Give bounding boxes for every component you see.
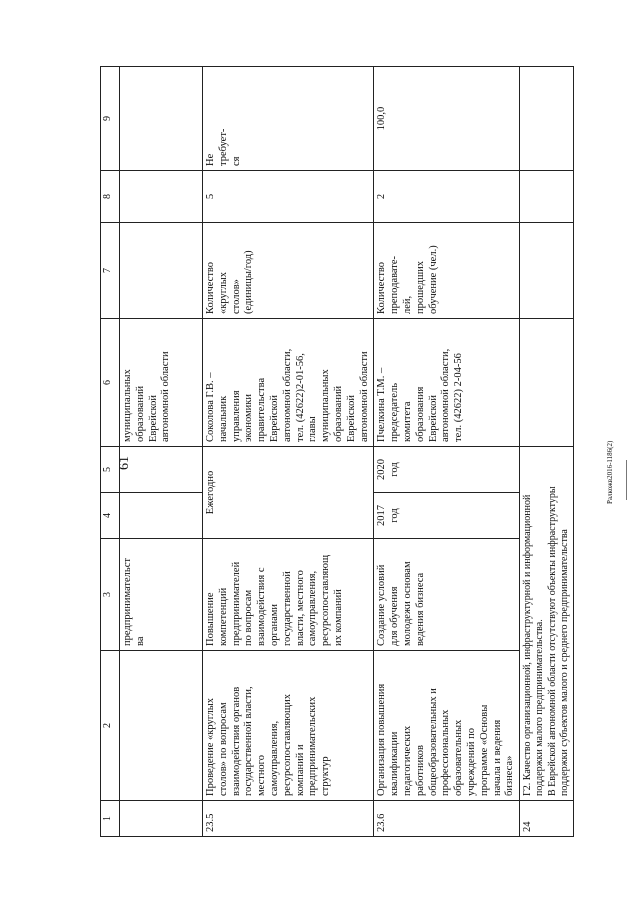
cell-empty — [120, 171, 203, 223]
cell-empty — [520, 223, 574, 319]
cell-empty — [520, 319, 574, 447]
cell-number: 24 — [520, 801, 574, 837]
table-row-23-6 — [374, 67, 520, 837]
cell-value: 2 — [374, 171, 520, 223]
header-cell-9: 9 — [101, 67, 120, 171]
cell-goal: Создание условий для обучения молодежи основам ведения бизнеса — [374, 539, 520, 651]
cell-empty — [120, 223, 203, 319]
cell-indicator: Количество преподавате- лей, прошедших обучение (чел.) — [374, 223, 520, 319]
table-row-24 — [520, 67, 574, 837]
header-row — [101, 67, 120, 837]
document-code: Ралкожв2016-1186(2) — [606, 440, 614, 504]
header-cell-7: 7 — [101, 223, 120, 319]
cell-empty — [520, 67, 574, 171]
cell-activity-name: Проведение «круглых столов» по вопросам взаимодействия органов государственной власти, местного самоуправления, ресурсопоставляющих компаний и предпринимательских структур — [203, 651, 374, 801]
cell-period: Ежегодно — [203, 447, 374, 539]
page-number: 61 — [117, 456, 132, 470]
cell-value: 5 — [203, 171, 374, 223]
header-cell-4: 4 — [101, 493, 120, 539]
cell-end-year: 2020 год — [374, 447, 520, 493]
cell-number: 23.6 — [374, 801, 520, 837]
cell-empty — [120, 67, 203, 171]
cell-responsible-continued: муниципальных образований Еврейской автономной области — [120, 319, 203, 447]
cell-goal: Повышение компетенций предпринимателей по вопросам взаимодействия с органами государственной власти, местного самоуправления, ресурсопоставляющ их компаний — [203, 539, 374, 651]
header-cell-3: 3 — [101, 539, 120, 651]
header-cell-2: 2 — [101, 651, 120, 801]
cell-empty — [120, 801, 203, 837]
cell-funding: 100,0 — [374, 67, 520, 171]
header-cell-5: 5 — [101, 447, 120, 493]
cell-responsible: Пчелкина Т.М. – председатель комитета образования Еврейской автономной области, тел. (42622) 2-04-56 — [374, 319, 520, 447]
edge-mark — [626, 460, 627, 500]
cell-funding: Не требует- ся — [203, 67, 374, 171]
header-cell-6: 6 — [101, 319, 120, 447]
cell-empty — [120, 447, 203, 493]
cell-number: 23.5 — [203, 801, 374, 837]
cell-indicator: Количество «круглых столов» (единицы/год) — [203, 223, 374, 319]
cell-empty — [120, 493, 203, 539]
cell-responsible: Соколова Г.В. – начальник управления экономики правительства Еврейской автономной области, тел. (42622)2-01-56, главы муниципальных образований Еврейской автономной области — [203, 319, 374, 447]
cell-empty — [520, 171, 574, 223]
cell-goal-continued: предпринимательст ва — [120, 539, 203, 651]
cell-start-year: 2017 год — [374, 493, 520, 539]
rotated-table-container — [100, 67, 570, 837]
plan-table — [100, 66, 574, 837]
table-row-continuation — [120, 67, 203, 837]
table-row-23-5 — [203, 67, 374, 837]
cell-empty — [120, 651, 203, 801]
header-cell-8: 8 — [101, 171, 120, 223]
cell-section-note: Г2. Качество организационной, инфраструктурной и информационной поддержки малого предпринимательства. В Еврейской автономной области отсутствуют объекты инфраструктуры поддержки субъектов малого и среднего предпринимательства — [520, 447, 574, 801]
header-cell-1: 1 — [101, 801, 120, 837]
cell-activity-name: Организация повышения квалификации педагогических работников общеобразовательных и профессиональных образовательных учреждений по программе «Основы начала и ведения бизнеса» — [374, 651, 520, 801]
